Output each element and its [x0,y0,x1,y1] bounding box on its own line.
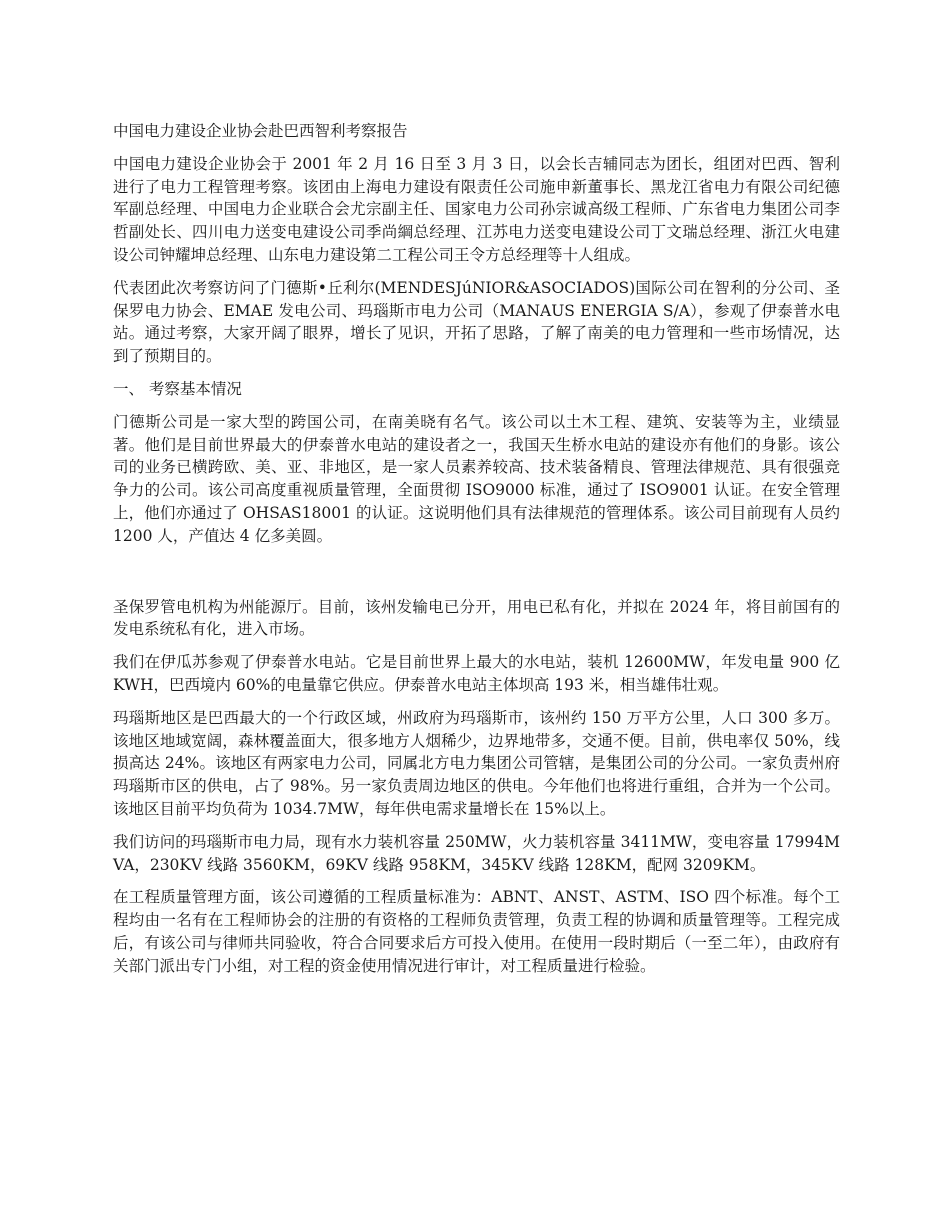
paragraph-itaipu: 我们在伊瓜苏参观了伊泰普水电站。它是目前世界上最大的水电站，装机 12600MW，年发电量 900 亿 KWH，巴西境内 60%的电量靠它供应。伊泰普水电站主体坝高 193 米，相当雄伟壮观。 [113,653,840,694]
section-paragraph-1: 门德斯公司是一家大型的跨国公司，在南美晓有名气。该公司以土木工程、建筑、安装等为主，业绩显著。他们是目前世界最大的伊泰普水电站的建设者之一，我国天生桥水电站的建设亦有他们的身影。该公司的业务已横跨欧、美、亚、非地区，是一家人员素养较高、技术装备精良、管理法律规范、具有很强竞争力的公司。该公司高度重视质量管理，全面贯彻 ISO9000 标准，通过了 ISO9001 认证。在安全管理上，他们亦通过了 OHSAS18001 的认证。这说明他们具有法律规范的管理体系。该公司目前现有人员约 1200 人，产值达 4 亿多美圆。 [113,412,840,545]
paragraph-sao-paulo: 圣保罗管电机构为州能源厅。目前，该州发输电已分开，用电已私有化，并拟在 2024 年，将目前国有的发电系统私有化，进入市场。 [113,597,840,639]
document-page [113,120,840,988]
paragraph-manaus-bureau: 我们访问的玛瑙斯市电力局，现有水力装机容量 250MW，火力装机容量 3411MW，变电容量 17994MVA，230KV 线路 3560KM，69KV 线路 958KM，345KV 线路 128KM，配网 3209KM。 [113,832,840,874]
intro-paragraph-1: 中国电力建设企业协会于 2001 年 2 月 16 日至 3 月 3 日，以会长吉辅同志为团长，组团对巴西、智利进行了电力工程管理考察。该团由上海电力建设有限责任公司施申新董事长、黑龙江省电力有限公司纪德军副总经理、中国电力企业联合会尤宗副主任、国家电力公司孙宗诚高级工程师、广东省电力集团公司李哲副处长、四川电力送变电建设公司季尚綱总经理、江苏电力送变电建设公司丁文瑞总经理、浙江火电建设公司钟耀坤总经理、山东电力建设第二工程公司王令方总经理等十人组成。 [113,154,840,264]
paragraph-quality-management: 在工程质量管理方面，该公司遵循的工程质量标准为：ABNT、ANST、ASTM、ISO 四个标准。每个工程均由一名有在工程师协会的注册的有资格的工程师负责管理，负责工程的协调和质量管理等。工程完成后，有该公司与律师共同验收，符合合同要求后方可投入使用。在使用一段时期后（一至二年），由政府有关部门派出专门小组，对工程的资金使用情况进行审计，对工程质量进行检验。 [113,888,840,975]
section-heading: 一、 考察基本情况 [113,379,242,398]
document-title: 中国电力建设企业协会赴巴西智利考察报告 [113,122,408,140]
paragraph-manaus-region: 玛瑙斯地区是巴西最大的一个行政区域，州政府为玛瑙斯市，该州约 150 万平方公里，人口 300 多万。该地区地域宽阔，森林覆盖面大，很多地方人烟稀少，边界地带多，交通不便。目前，供电率仅 50%，线损高达 24%。该地区有两家电力公司，同属北方电力集团公司管辖，是集团公司的分公司。一家负责州府玛瑙斯市区的供电，占了 98%。另一家负责周边地区的供电。今年他们也将进行重组，合并为一个公司。该地区目前平均负荷为 1034.7MW，每年供电需求量增长在 15%以上。 [113,708,840,818]
blank-space [113,558,840,596]
intro-paragraph-2: 代表团此次考察访问了门德斯•丘利尔(MENDESJúNIOR&ASOCIADOS)国际公司在智利的分公司、圣保罗电力协会、EMAE 发电公司、玛瑙斯市电力公司（MANAUS ENERGIA S/A），参观了伊泰普水电站。通过考察，大家开阔了眼界，增长了见识，开拓了思路，了解了南美的电力管理和一些市场情况，达到了预期目的。 [113,278,840,366]
